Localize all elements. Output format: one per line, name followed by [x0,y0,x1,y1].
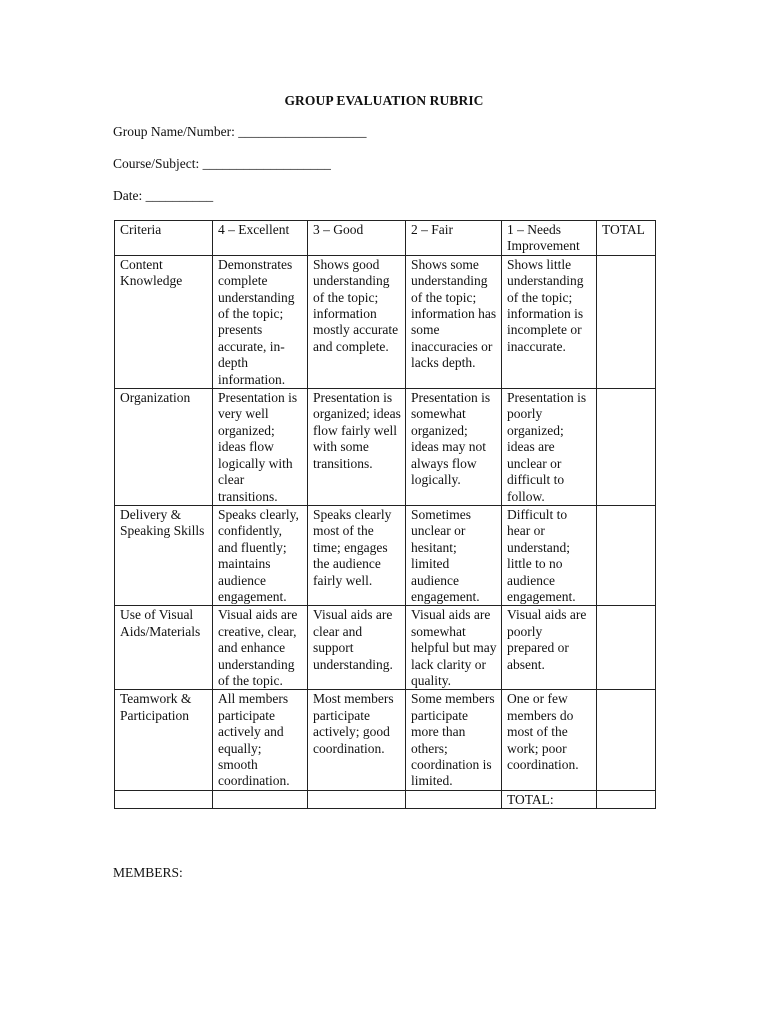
table-row [115,690,656,790]
fair-cell: Visual aids are somewhat helpful but may lack clarity or quality. [406,606,502,690]
empty-cell [406,790,502,808]
header-criteria: Criteria [115,221,213,256]
criteria-cell: Content Knowledge [115,255,213,388]
empty-cell [115,790,213,808]
total-cell[interactable] [597,255,656,388]
needs-improvement-cell: One or few members do most of the work; poor coordination. [502,690,597,790]
excellent-cell: Demonstrates complete understanding of the topic; presents accurate, in-depth information. [213,255,308,388]
header-fair: 2 – Fair [406,221,502,256]
total-cell[interactable] [597,505,656,605]
table-row [115,389,656,506]
needs-improvement-cell: Shows little understanding of the topic; information is incomplete or inaccurate. [502,255,597,388]
good-cell: Shows good understanding of the topic; information mostly accurate and complete. [308,255,406,388]
empty-cell [213,790,308,808]
fair-cell: Shows some understanding of the topic; information has some inaccuracies or lacks depth. [406,255,502,388]
header-excellent: 4 – Excellent [213,221,308,256]
rubric-table [114,220,656,809]
criteria-cell: Delivery & Speaking Skills [115,505,213,605]
header-needs-improvement: 1 – Needs Improvement [502,221,597,256]
needs-improvement-cell: Presentation is poorly organized; ideas are unclear or difficult to follow. [502,389,597,506]
excellent-cell: All members participate actively and equally; smooth coordination. [213,690,308,790]
date-field: Date: __________ [113,188,214,203]
table-row [115,606,656,690]
excellent-cell: Presentation is very well organized; ideas flow logically with clear transitions. [213,389,308,506]
empty-cell [308,790,406,808]
group-name-field: Group Name/Number: ___________________ [113,124,367,139]
good-cell: Speaks clearly most of the time; engages the audience fairly well. [308,505,406,605]
grand-total-row [115,790,656,808]
fair-cell: Sometimes unclear or hesitant; limited audience engagement. [406,505,502,605]
fair-cell: Presentation is somewhat organized; ideas may not always flow logically. [406,389,502,506]
fair-cell: Some members participate more than others; coordination is limited. [406,690,502,790]
criteria-cell: Organization [115,389,213,506]
excellent-cell: Visual aids are creative, clear, and enhance understanding of the topic. [213,606,308,690]
header-good: 3 – Good [308,221,406,256]
needs-improvement-cell: Difficult to hear or understand; little to no audience engagement. [502,505,597,605]
header-total: TOTAL [597,221,656,256]
total-cell[interactable] [597,389,656,506]
criteria-cell: Use of Visual Aids/Materials [115,606,213,690]
table-header-row [115,221,656,256]
grand-total-label: TOTAL: [502,790,597,808]
good-cell: Most members participate actively; good coordination. [308,690,406,790]
good-cell: Presentation is organized; ideas flow fairly well with some transitions. [308,389,406,506]
table-row [115,255,656,388]
needs-improvement-cell: Visual aids are poorly prepared or absent. [502,606,597,690]
criteria-cell: Teamwork & Participation [115,690,213,790]
excellent-cell: Speaks clearly, confidently, and fluently; maintains audience engagement. [213,505,308,605]
document-title: GROUP EVALUATION RUBRIC [284,93,484,108]
members-label: MEMBERS: [113,865,183,880]
course-subject-field: Course/Subject: ___________________ [113,156,331,171]
total-cell[interactable] [597,690,656,790]
table-row [115,505,656,605]
grand-total-cell[interactable] [597,790,656,808]
good-cell: Visual aids are clear and support understanding. [308,606,406,690]
total-cell[interactable] [597,606,656,690]
